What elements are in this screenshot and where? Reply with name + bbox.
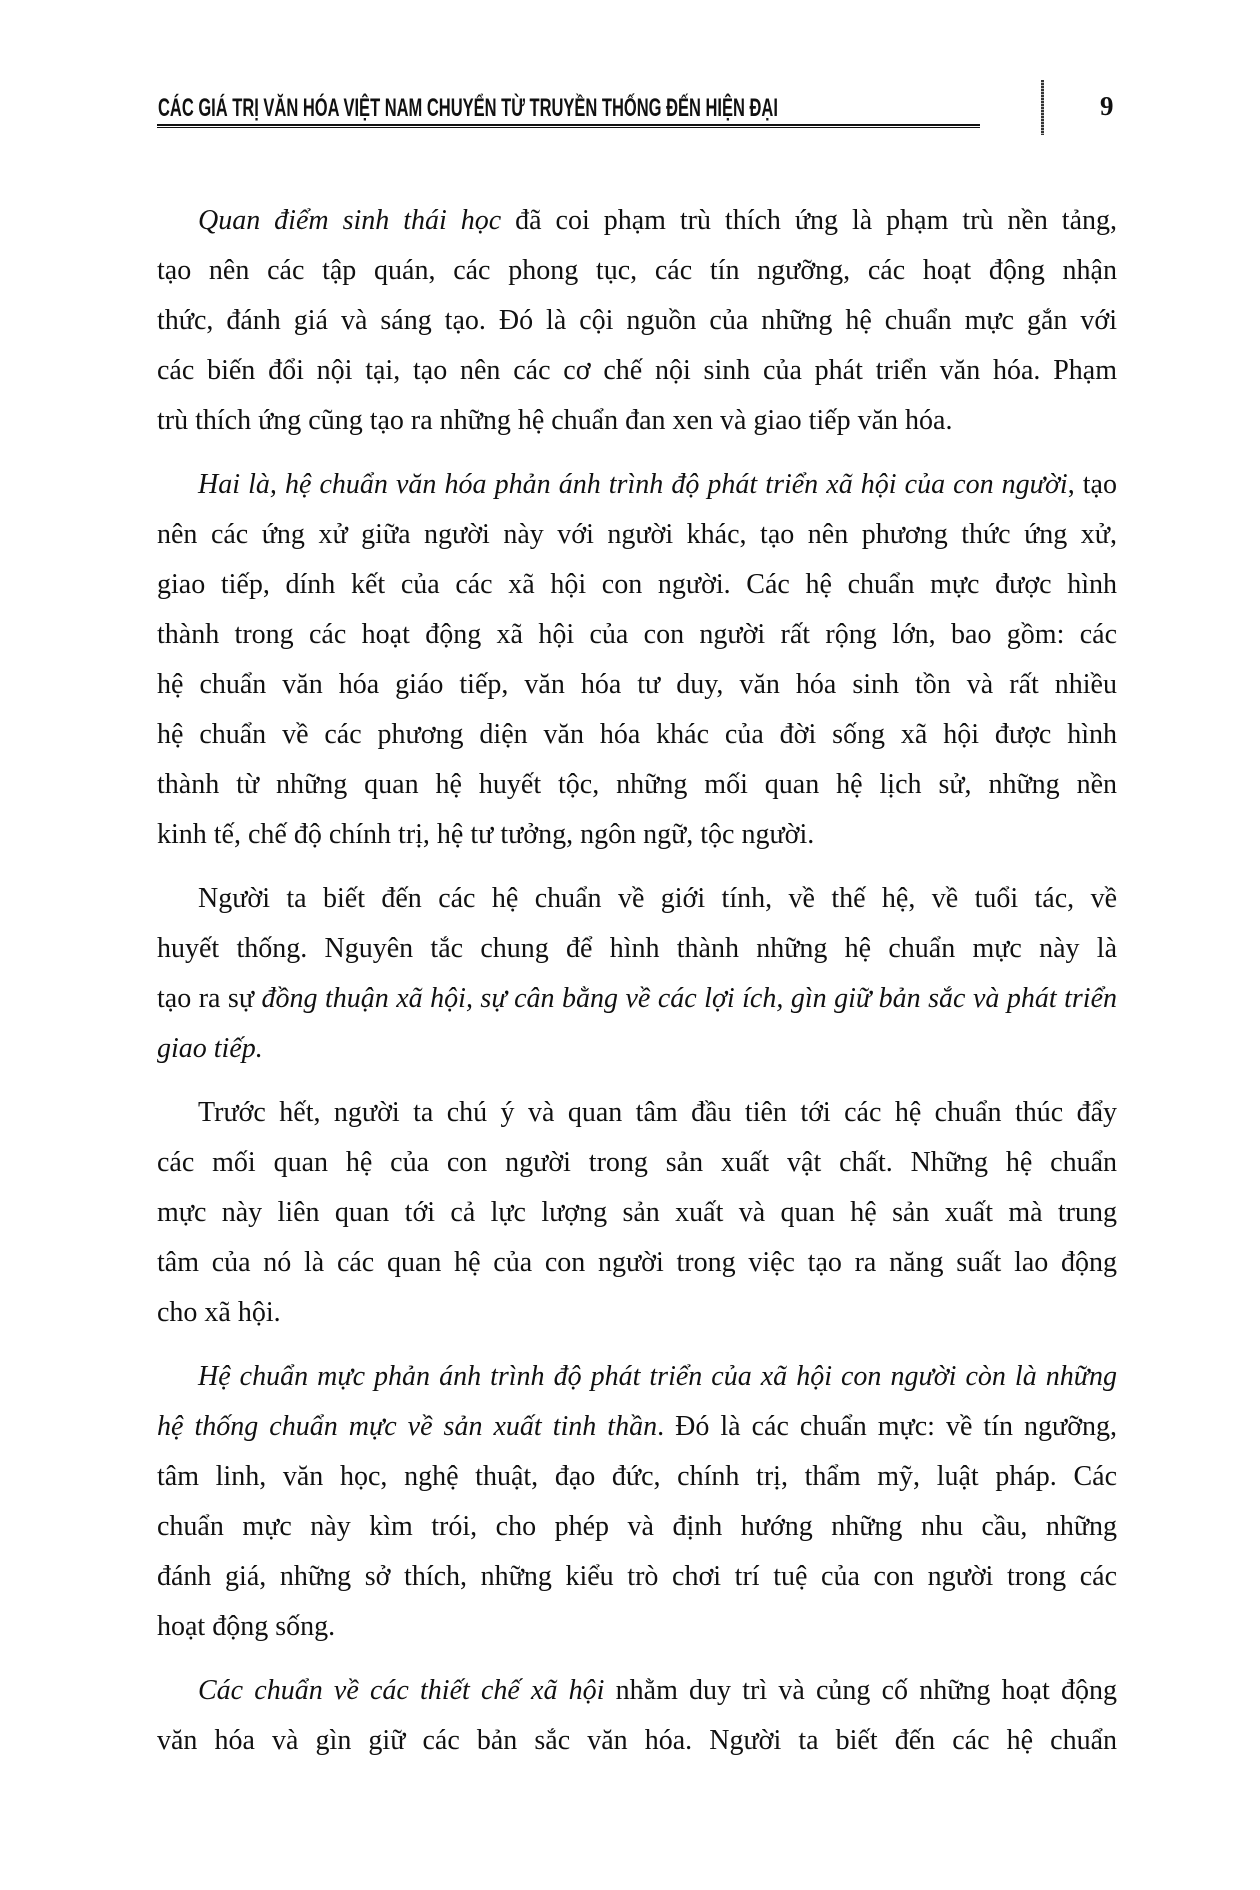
italic-text-run: Hệ chuẩn mực phản ánh trình độ phát triển của xã hội con người còn là những [198, 1361, 1117, 1392]
text-run: đánh giá, những sở thích, những kiểu trò chơi trí tuệ của con người trong các [157, 1561, 1117, 1592]
text-run: giao tiếp, dính kết của các xã hội con người. Các hệ chuẩn mực được hình [157, 569, 1117, 600]
text-run: hệ chuẩn về các phương diện văn hóa khác của đời sống xã hội được hình [157, 719, 1117, 750]
paragraph [157, 1088, 1117, 1338]
text-line [157, 810, 1117, 860]
text-line [157, 1666, 1117, 1716]
italic-text-run: Hai là, hệ chuẩn văn hóa phản ánh trình độ phát triển xã hội của con người [198, 469, 1068, 500]
text-line [157, 710, 1117, 760]
text-line [157, 1024, 1117, 1074]
text-line [157, 1138, 1117, 1188]
text-run: nên các ứng xử giữa người này với người khác, tạo nên phương thức ứng xử, [157, 519, 1117, 550]
page-number: 9 [1100, 91, 1114, 121]
text-line [157, 396, 1117, 446]
text-line [157, 924, 1117, 974]
paragraph [157, 1666, 1117, 1766]
paragraph [157, 460, 1117, 860]
text-run: thành trong các hoạt động xã hội của con người rất rộng lớn, bao gồm: các [157, 619, 1117, 650]
text-run: tâm của nó là các quan hệ của con người trong việc tạo ra năng suất lao động [157, 1247, 1117, 1278]
body-text [157, 196, 1117, 1780]
text-line [157, 1188, 1117, 1238]
text-line [157, 1402, 1117, 1452]
italic-text-run: Quan điểm sinh thái học [198, 205, 502, 236]
text-run: tạo ra sự [157, 983, 262, 1014]
header-vertical-divider [1041, 80, 1044, 135]
italic-text-run: Các chuẩn về các thiết chế xã hội [198, 1675, 605, 1706]
text-line [157, 510, 1117, 560]
text-line [157, 1352, 1117, 1402]
text-run: đã coi phạm trù thích ứng là phạm trù nền tảng, [501, 205, 1118, 236]
text-line [157, 1288, 1117, 1338]
text-run: huyết thống. Nguyên tắc chung để hình thành những hệ chuẩn mực này là [157, 933, 1117, 964]
text-run: tạo nên các tập quán, các phong tục, các tín ngưỡng, các hoạt động nhận [157, 255, 1117, 286]
text-run: chuẩn mực này kìm trói, cho phép và định hướng những nhu cầu, những [157, 1511, 1117, 1542]
text-run: mực này liên quan tới cả lực lượng sản xuất và quan hệ sản xuất mà trung [157, 1197, 1117, 1228]
text-run: , tạo [1067, 469, 1117, 500]
italic-text-run: đồng thuận xã hội, sự cân bằng về các lợi ích, gìn giữ bản sắc và phát triển [261, 983, 1118, 1014]
text-run: Người ta biết đến các hệ chuẩn về giới tính, về thế hệ, về tuổi tác, về [198, 883, 1117, 914]
italic-text-run: hệ thống chuẩn mực về sản xuất tinh thần [157, 1411, 658, 1442]
text-line [157, 974, 1117, 1024]
text-line [157, 1716, 1117, 1766]
paragraph [157, 196, 1117, 446]
paragraph [157, 874, 1117, 1074]
text-run: trù thích ứng cũng tạo ra những hệ chuẩn đan xen và giao tiếp văn hóa. [157, 405, 953, 436]
text-line [157, 196, 1117, 246]
text-run: thành từ những quan hệ huyết tộc, những mối quan hệ lịch sử, những nền [157, 769, 1117, 800]
text-line [157, 346, 1117, 396]
text-run: văn hóa và gìn giữ các bản sắc văn hóa. Người ta biết đến các hệ chuẩn [157, 1725, 1117, 1756]
text-run: hoạt động sống. [157, 1611, 336, 1642]
text-line [157, 296, 1117, 346]
header-double-rule [157, 124, 980, 128]
text-line [157, 1238, 1117, 1288]
text-run: hệ chuẩn văn hóa giáo tiếp, văn hóa tư duy, văn hóa sinh tồn và rất nhiều [157, 669, 1117, 700]
text-line [157, 1552, 1117, 1602]
text-run: kinh tế, chế độ chính trị, hệ tư tưởng, ngôn ngữ, tộc người. [157, 819, 815, 850]
text-run: các mối quan hệ của con người trong sản xuất vật chất. Những hệ chuẩn [157, 1147, 1117, 1178]
text-run: cho xã hội. [157, 1297, 281, 1328]
text-line [157, 460, 1117, 510]
text-line [157, 1452, 1117, 1502]
text-run: các biến đổi nội tại, tạo nên các cơ chế nội sinh của phát triển văn hóa. Phạm [157, 355, 1117, 386]
text-run: tâm linh, văn học, nghệ thuật, đạo đức, chính trị, thẩm mỹ, luật pháp. Các [157, 1461, 1117, 1492]
text-line [157, 610, 1117, 660]
text-line [157, 1088, 1117, 1138]
text-line [157, 1502, 1117, 1552]
text-line [157, 560, 1117, 610]
text-run: . Đó là các chuẩn mực: về tín ngưỡng, [657, 1411, 1117, 1442]
text-line [157, 760, 1117, 810]
text-run: nhằm duy trì và củng cố những hoạt động [604, 1675, 1117, 1706]
italic-text-run: giao tiếp. [157, 1033, 263, 1064]
text-run: thức, đánh giá và sáng tạo. Đó là cội nguồn của những hệ chuẩn mực gắn với [157, 305, 1117, 336]
text-run: Trước hết, người ta chú ý và quan tâm đầu tiên tới các hệ chuẩn thúc đẩy [198, 1097, 1117, 1128]
text-line [157, 246, 1117, 296]
text-line [157, 1602, 1117, 1652]
text-line [157, 660, 1117, 710]
paragraph [157, 1352, 1117, 1652]
text-line [157, 874, 1117, 924]
running-header-title: CÁC GIÁ TRỊ VĂN HÓA VIỆT NAM CHUYỂN TỪ TRUYỀN THỐNG ĐẾN HIỆN ĐẠI [158, 94, 778, 122]
